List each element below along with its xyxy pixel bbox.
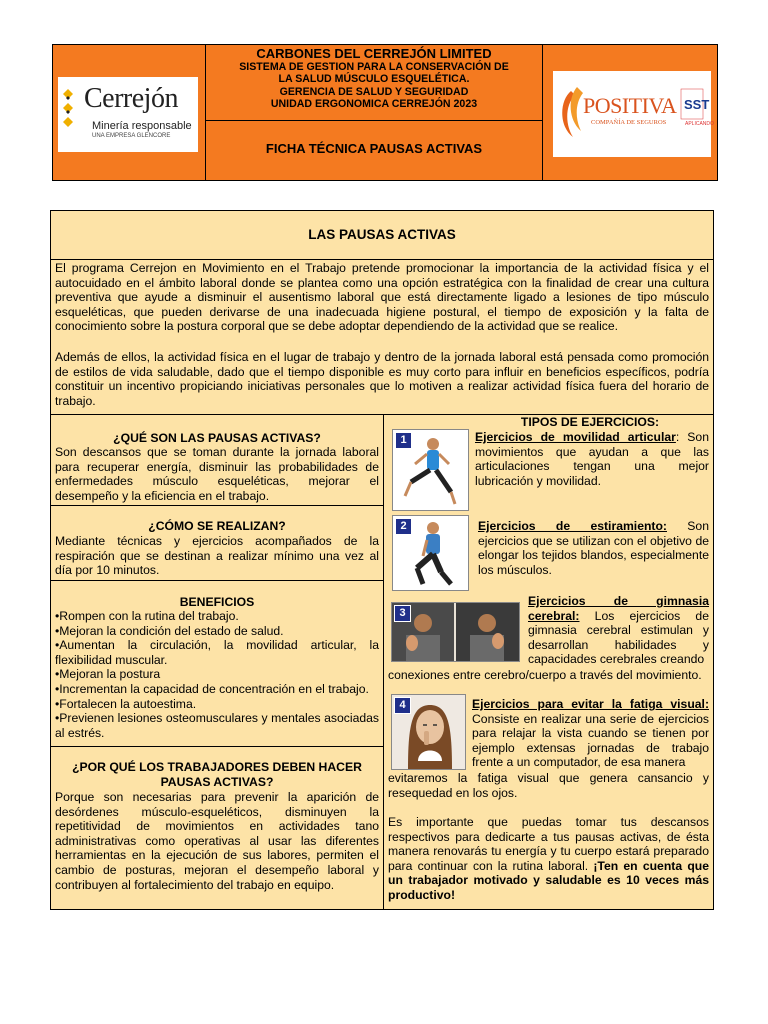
exercise-3-desc: Los ejercicios de gimnasia cerebral estimulan y desarrollan habilidades y capacidades cerebrales creando — [528, 608, 709, 667]
left-section-what — [51, 415, 383, 505]
closing-bold-text: ¡Ten en cuenta que un trabajador motivado y saludable es 10 veces más productivo! — [388, 858, 709, 902]
benefit-item: •Fortalecen la autoestima. — [55, 696, 197, 711]
exercise-2-title: Ejercicios de estiramiento: — [478, 519, 667, 533]
company-name: CARBONES DEL CERREJÓN LIMITED — [256, 46, 492, 61]
how-text: Mediante técnicas y ejercicios acompañados de la respiración que se destinan a realizar mínimo una vez al día por 10 minutos. — [55, 534, 379, 578]
cerrejon-logo-tagline: Minería responsable — [92, 120, 192, 132]
title-divider — [50, 259, 714, 260]
what-title: ¿QUÉ SON LAS PAUSAS ACTIVAS? — [113, 431, 321, 445]
exercise-3-badge: 3 — [394, 605, 411, 622]
why-text: Porque son necesarias para prevenir la aparición de desórdenes músculo-esqueléticos, disminuyen la repetitividad de movimientos en actividades tano administrativas como operativas al usar las diferentes herramientas en la ejecución de sus labores, permiten el cambio de posturas, mejoran el desempeño laboral y contribuyen al fortalecimiento del trabajo en equipo. — [55, 790, 379, 892]
benefit-item: •Rompen con la rutina del trabajo. — [55, 609, 239, 623]
cerrejon-logo-sub: UNA EMPRESA GLENCORE — [92, 133, 171, 139]
exercise-1-title: Ejercicios de movilidad articular — [475, 430, 676, 444]
exercise-1-photo — [392, 429, 469, 511]
types-title: TIPOS DE EJERCICIOS: — [520, 415, 660, 429]
positiva-logo-sub: COMPAÑÍA DE SEGUROS — [591, 119, 667, 126]
system-line-1: SISTEMA DE GESTION PARA LA CONSERVACIÓN DE — [239, 61, 509, 73]
header-divider-right — [542, 44, 543, 181]
benefit-item: •Aumentan la circulación, la movilidad articular, la flexibilidad muscular. — [55, 638, 379, 667]
positiva-logo-name: POSITIVA — [583, 93, 677, 118]
exercise-1-badge: 1 — [395, 432, 412, 449]
benefit-item: •Previenen lesiones osteomusculares y mentales asociadas al estrés. — [55, 711, 379, 740]
exercise-3-text — [528, 594, 709, 667]
header-center-top — [206, 46, 542, 111]
svg-text:SST: SST — [684, 97, 710, 112]
system-line-2: LA SALUD MÚSCULO ESQUELÉTICA. — [278, 73, 470, 86]
exercise-2-photo — [392, 515, 469, 591]
exercise-4-photo — [391, 694, 466, 770]
why-title: ¿POR QUÉ LOS TRABAJADORES DEBEN HACER PAUSAS ACTIVAS? — [72, 760, 362, 789]
exercise-4-desc: Consiste en realizar una serie de ejercicios para relajar la vista cuando se tienen por ejemplo extensas jornadas de trabajo frente a un computador, de esa manera — [472, 711, 709, 770]
cerrejon-logo — [58, 77, 198, 152]
exercise-3-photo — [391, 602, 520, 662]
exercise-3-title: Ejercicios de gimnasia cerebral: — [528, 594, 709, 623]
exercise-2-text — [478, 519, 709, 577]
benefit-item: •Incrementan la capacidad de concentración en el trabajo. — [55, 681, 369, 696]
closing-paragraph — [388, 815, 709, 903]
header-divider-mid — [205, 120, 543, 121]
intro-paragraph-2: Además de ellos, la actividad física en el lugar de trabajo y dentro de la jornada laboral está pensada como promoción de estilos de vida saludable, dado que el tiempo disponible es muy corto para influir en beneficios específicos, podría constituir un incentivo propiciando iniciativas personales que lo motiven a realizar actividad física fuera del horario de trabajo. — [55, 350, 709, 408]
exercise-4-title: Ejercicios para evitar la fatiga visual: — [472, 697, 709, 711]
exercise-2-desc: Son ejercicios que se utilizan con el objetivo de elongar los tejidos blandos, especialmente los músculos. — [478, 519, 709, 577]
brain-gym-figure-icon — [392, 603, 519, 661]
benefit-item: •Mejoran la postura — [55, 667, 161, 682]
left-section-why — [51, 747, 383, 909]
what-text: Son descansos que se toman durante la jornada laboral para recuperar energía, disminuir las probabilidades de enfermedades músculo esqueléticas, mejorar el desempeño y la eficiencia en el trabajo. — [55, 445, 379, 503]
exercise-1-desc: : Son movimientos que ayudan a que las articulaciones tengan una mejor lubricación y movilidad. — [475, 430, 709, 488]
benefits-title: BENEFICIOS — [179, 595, 255, 609]
benefit-item: •Mejoran la condición del estado de salud. — [55, 623, 284, 638]
main-title: LAS PAUSAS ACTIVAS — [308, 227, 456, 242]
cerrejon-logo-name: Cerrejón — [84, 83, 178, 114]
exercise-2-badge: 2 — [395, 518, 412, 535]
exercise-1-text — [475, 430, 709, 488]
exercise-4-badge: 4 — [394, 697, 411, 714]
left-section-how — [51, 506, 383, 580]
left-section-benefits — [51, 581, 383, 746]
column-divider — [383, 414, 384, 910]
exercise-4-text-continued: evitaremos la fatiga visual que genera cansancio y resequedad en los ojos. — [388, 771, 709, 800]
intro-paragraph-1: El programa Cerrejon en Movimiento en el Trabajo pretende promocionar la importancia de la actividad física y el autocuidado en el ámbito laboral donde se plantea como una opción estratégica con la finalidad de crear una cultura preventiva que ayude a disminuir el ausentismo laboral que está directamente ligado a lesiones de tipo músculo esqueléticas, que pueden derivarse de una inadecuada higiene postural, el tiempo de exposición y la falta de conocimiento sobre la postura corporal que se debe adoptar dependiendo de la actividad que se realice. — [55, 261, 709, 334]
positiva-logo — [553, 71, 714, 157]
closing-text: Es importante que puedas tomar tus descansos respectivos para dedicarte a tus pausas activas, de ésta manera renovarás tu energía y tu cuerpo estará preparado para continuar con la rutina laboral. — [388, 815, 709, 873]
document-title: FICHA TÉCNICA PAUSAS ACTIVAS — [265, 141, 483, 156]
benefits-list — [55, 609, 379, 740]
sst-logo-sub: APLICANDO — [685, 121, 714, 127]
exercise-4-text — [472, 697, 709, 770]
system-line-3: GERENCIA DE SALUD Y SEGURIDAD — [279, 85, 469, 98]
how-title: ¿CÓMO SE REALIZAN? — [148, 519, 286, 533]
system-line-4: UNIDAD ERGONOMICA CERREJÓN 2023 — [270, 98, 478, 111]
exercise-3-text-continued: conexiones entre cerebro/cuerpo a través del movimiento. — [388, 668, 702, 682]
